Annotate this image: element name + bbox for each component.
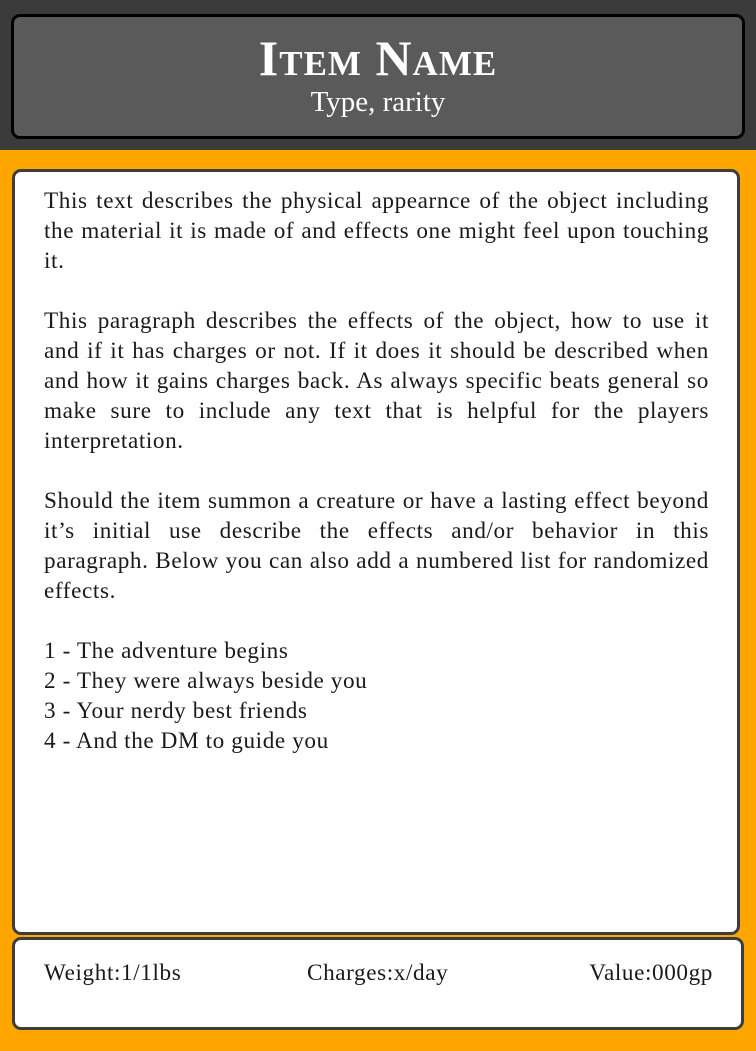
list-item: 1 - The adventure begins [44, 638, 289, 664]
list-item: 4 - And the DM to guide you [44, 728, 329, 754]
description-paragraph: This paragraph describes the effects of the object, how to use it and if it has charges or not. If it does it should be described when and how it gains charges back. As always specific beats general so make sure to include any text that is helpful for the players interpretation. [44, 308, 709, 454]
description-paragraph: This text describes the physical appearnce of the object including the material it is made of and effects one might feel upon touching it. [44, 188, 709, 274]
list-item: 3 - Your nerdy best friends [44, 698, 308, 724]
stats-footer [12, 937, 744, 1030]
description-paragraph: Should the item summon a creature or have a lasting effect beyond it’s initial use describe the effects and/or behavior in this paragraph. Below you can also add a numbered list for randomized effects. [44, 488, 709, 604]
item-name: Item Name [258, 30, 498, 86]
description-panel [12, 169, 740, 935]
title-panel [11, 14, 745, 139]
list-item: 2 - They were always beside you [44, 668, 368, 694]
header-band [0, 0, 756, 150]
charges-stat: Charges:x/day [307, 960, 449, 986]
value-stat: Value:000gp [589, 960, 713, 986]
item-type-rarity: Type, rarity [310, 86, 446, 118]
random-effects-list [44, 636, 709, 756]
weight-stat: Weight:1/1lbs [44, 960, 182, 986]
